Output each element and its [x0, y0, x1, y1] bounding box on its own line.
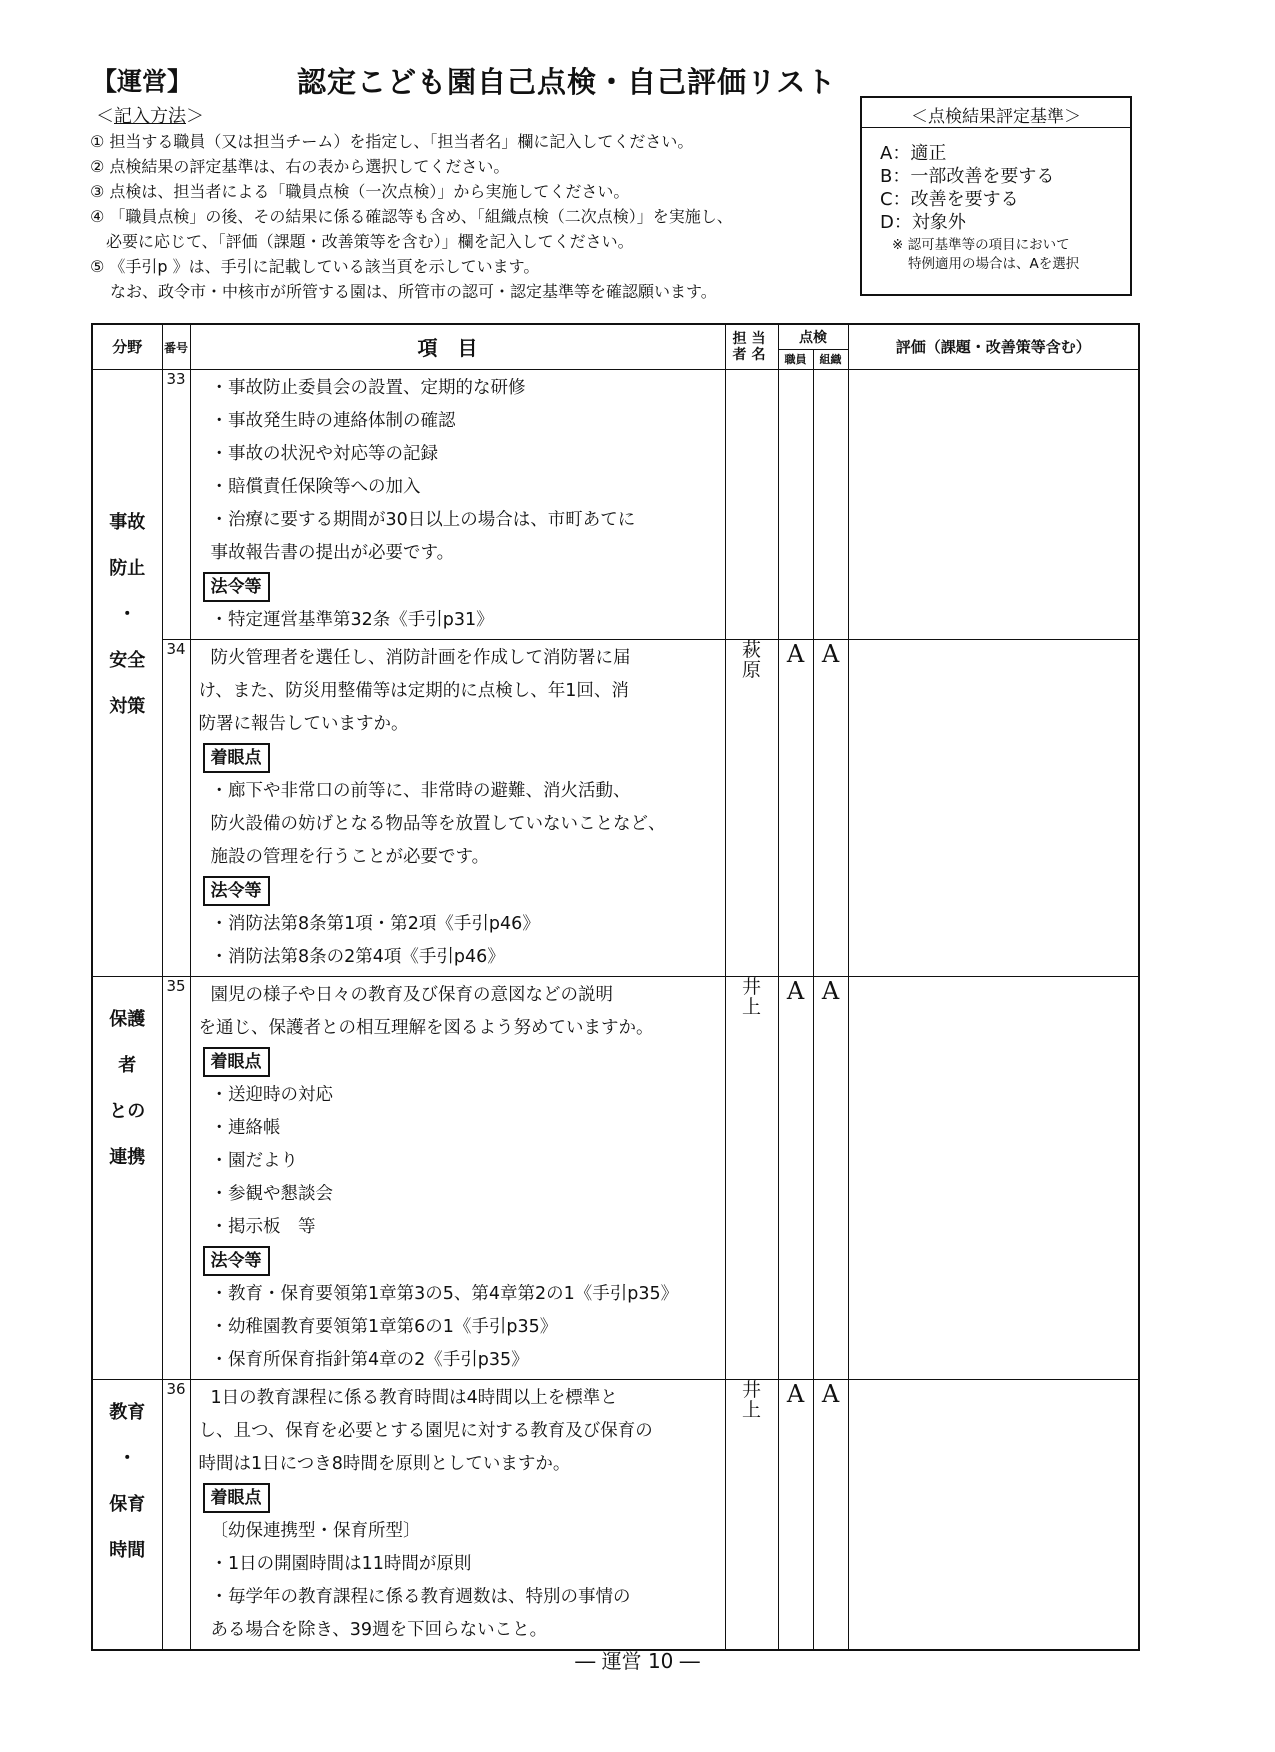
evaluation-cell — [848, 976, 1139, 1379]
instruction-line: ① 担当する職員（又は担当チーム）を指定し、「担当者名」欄に記入してください。 — [90, 132, 694, 151]
page-title: 認定こども園自己点検・自己評価リスト — [297, 65, 837, 99]
header-staff: 担当者名 — [725, 324, 778, 369]
criteria-item: D：対象外 — [880, 212, 966, 233]
law-label: 法令等 — [203, 1246, 270, 1276]
item-content: 1日の教育課程に係る教育時間は4時間以上を標準と し、且つ、保育を必要とする園児に対する教育及び保育の 時間は1日につき8時間を原則としていますか。 着眼点 〔幼保連携型・保育所型〕 ・1日の開園時間は11時間が原則 ・毎学年の教育課程に係る教育週数は、特別の事情の ある場合を除き、39週を下回らないこと。 — [190, 1379, 725, 1650]
point-label: 着眼点 — [203, 743, 270, 773]
criteria-item: C：改善を要する — [880, 189, 1019, 210]
title-row — [92, 60, 852, 100]
check-org-cell: A — [813, 1379, 848, 1650]
check-org-cell — [813, 369, 848, 639]
evaluation-cell — [848, 369, 1139, 639]
check-org-cell: A — [813, 976, 848, 1379]
criteria-box — [860, 96, 1132, 296]
header-check: 点検 — [778, 324, 848, 349]
instruction-line: ② 点検結果の評定基準は、右の表から選択してください。 — [90, 157, 510, 176]
instructions — [90, 104, 820, 304]
staff-cell: 井上 — [725, 976, 778, 1379]
check-staff-cell: A — [778, 976, 813, 1379]
section-tag: 【運営】 — [92, 67, 193, 96]
law-label: 法令等 — [203, 876, 270, 906]
header-item: 項目 — [190, 324, 725, 369]
header-field: 分野 — [92, 324, 162, 369]
checklist-table — [91, 323, 1140, 1651]
criteria-note: ※ 認可基準等の項目において 特例適用の場合は、Aを選択 — [892, 237, 1080, 272]
instruction-line: 必要に応じて、「評価（課題・改善策等を含む）」欄を記入してください。 — [106, 232, 634, 251]
page-footer: ― 運営 10 ― — [575, 1649, 700, 1673]
table-row — [92, 1379, 1139, 1650]
field-cell: 教育 ・ 保育 時間 — [92, 1379, 162, 1650]
check-staff-cell: A — [778, 1379, 813, 1650]
evaluation-cell — [848, 1379, 1139, 1650]
table-row — [92, 639, 1139, 976]
check-staff-cell: A — [778, 639, 813, 976]
staff-cell: 萩原 — [725, 639, 778, 976]
header-check-org: 組織 — [813, 349, 848, 369]
row-number: 33 — [162, 369, 190, 639]
table-row — [92, 976, 1139, 1379]
instruction-line: ⑤ 《手引p 》は、手引に記載している該当頁を示しています。 — [90, 257, 540, 276]
field-cell: 保護 者 との 連携 — [92, 976, 162, 1379]
row-number: 36 — [162, 1379, 190, 1650]
instruction-line: ④ 「職員点検」の後、その結果に係る確認等も含め、「組織点検（二次点検）」を実施し、 — [90, 207, 733, 226]
staff-cell — [725, 369, 778, 639]
check-staff-cell — [778, 369, 813, 639]
row-number: 34 — [162, 639, 190, 976]
law-label: 法令等 — [203, 572, 270, 602]
criteria-title: ＜点検結果評定基準＞ — [862, 98, 1130, 128]
table-row — [92, 369, 1139, 639]
instructions-title: ＜記入方法＞ — [96, 106, 204, 127]
item-content: 園児の様子や日々の教育及び保育の意図などの説明 を通じ、保護者との相互理解を図るよう努めていますか。 着眼点 ・送迎時の対応 ・連絡帳 ・園だより ・参観や懇談会 ・掲示板 等 法令等 ・教育・保育要領第1章第3の5、第4章第2の1《手引p35》 ・幼稚園教育要領第1章第6の1《手引p35》 ・保育所保育指針第4章の2《手引p35》 — [190, 976, 725, 1379]
criteria-item: B：一部改善を要する — [880, 166, 1055, 187]
point-label: 着眼点 — [203, 1047, 270, 1077]
staff-cell: 井上 — [725, 1379, 778, 1650]
item-content: 防火管理者を選任し、消防計画を作成して消防署に届 け、また、防災用整備等は定期的に点検し、年1回、消 防署に報告していますか。 着眼点 ・廊下や非常口の前等に、非常時の避難、消火活動、 防火設備の妨げとなる物品等を放置していないことなど、 施設の管理を行うことが必要です。 法令等 ・消防法第8条第1項・第2項《手引p46》 ・消防法第8条の2第4項《手引p46》 — [190, 639, 725, 976]
evaluation-cell — [848, 639, 1139, 976]
item-content: ・事故防止委員会の設置、定期的な研修 ・事故発生時の連絡体制の確認 ・事故の状況や対応等の記録 ・賠償責任保険等への加入 ・治療に要する期間が30日以上の場合は、市町あてに 事故報告書の提出が必要です。 法令等 ・特定運営基準第32条《手引p31》 — [190, 369, 725, 639]
point-label: 着眼点 — [203, 1483, 270, 1513]
header-number: 番号 — [162, 324, 190, 369]
check-org-cell: A — [813, 639, 848, 976]
header-check-staff: 職員 — [778, 349, 813, 369]
criteria-item: A：適正 — [880, 143, 947, 164]
field-cell: 事故 防止 ・ 安全 対策 — [92, 369, 162, 976]
row-number: 35 — [162, 976, 190, 1379]
header-evaluation: 評価（課題・改善策等含む） — [848, 324, 1139, 369]
instruction-line: なお、政令市・中核市が所管する園は、所管市の認可・認定基準等を確認願います。 — [110, 282, 717, 301]
instruction-line: ③ 点検は、担当者による「職員点検（一次点検）」から実施してください。 — [90, 182, 630, 201]
